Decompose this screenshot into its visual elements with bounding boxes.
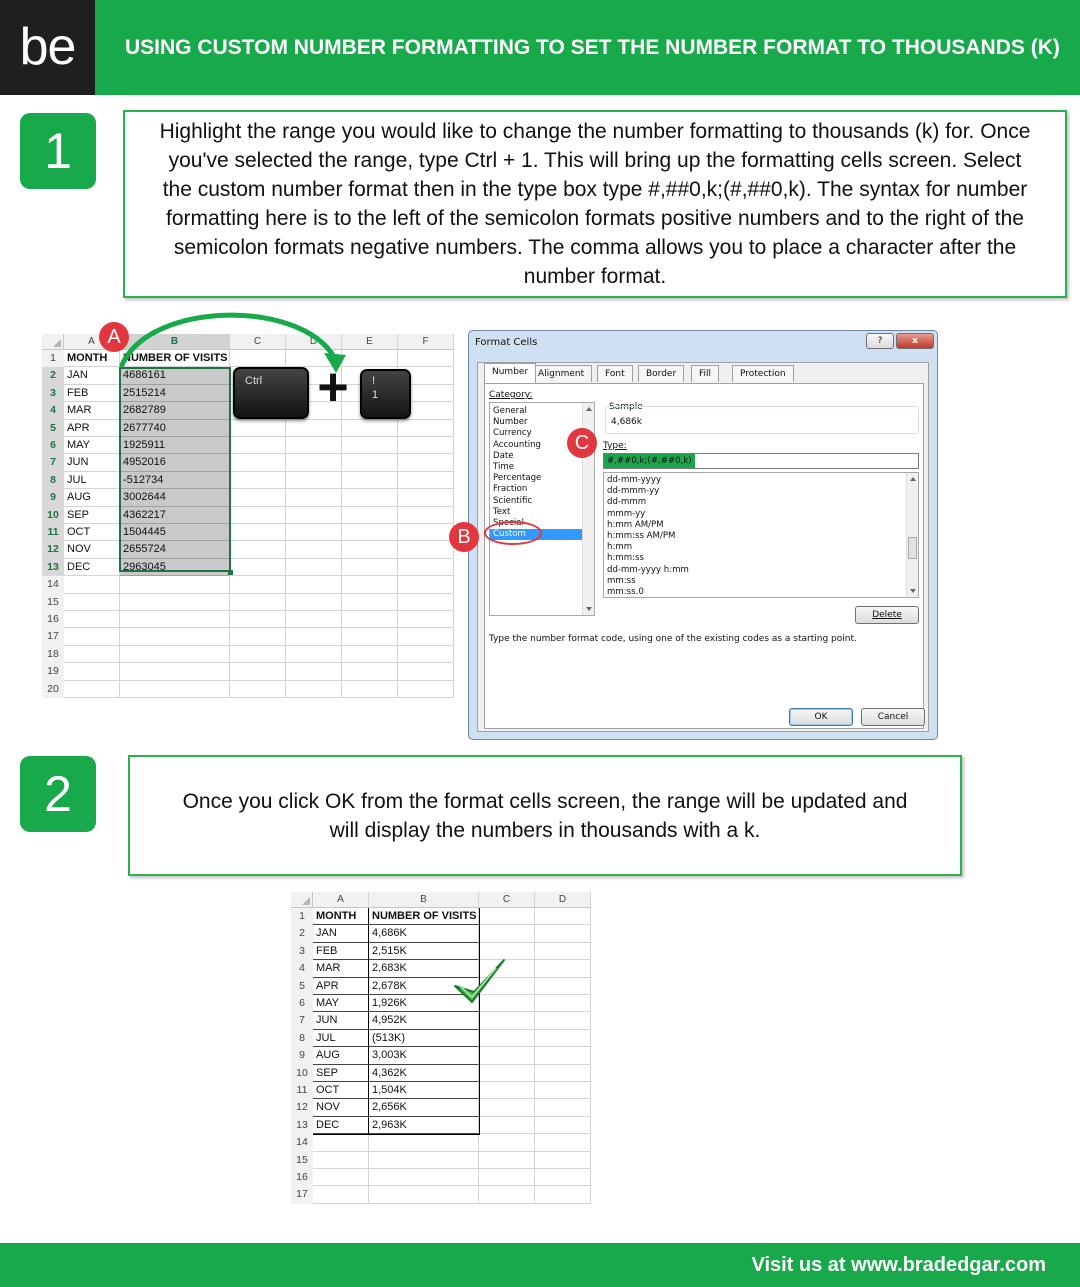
cell-empty[interactable] — [535, 943, 591, 960]
format-item[interactable]: h:mm:ss AM/PM — [607, 530, 676, 541]
dialog-title: Format Cells — [475, 337, 538, 348]
cell-month[interactable]: OCT — [64, 524, 120, 541]
cell-visits[interactable]: 2,683K — [369, 960, 479, 977]
type-input-value: #,##0,k;(#,##0,k) — [604, 454, 695, 468]
column-header-f[interactable]: F — [398, 334, 454, 350]
cell-empty[interactable] — [286, 681, 342, 698]
type-input[interactable] — [603, 453, 919, 469]
cell-visits[interactable]: 1925911 — [120, 437, 230, 454]
category-item[interactable]: General — [493, 406, 527, 416]
cell-empty[interactable] — [230, 524, 286, 541]
cell-empty[interactable] — [286, 454, 342, 471]
cell-empty[interactable] — [230, 507, 286, 524]
cell-month[interactable]: JUN — [313, 1012, 369, 1029]
cell-month[interactable]: AUG — [64, 489, 120, 506]
cell-empty[interactable] — [535, 1134, 591, 1151]
ok-button[interactable]: OK — [789, 708, 853, 726]
row-number[interactable]: 8 — [42, 472, 64, 489]
row-number[interactable]: 17 — [291, 1186, 313, 1203]
row-number[interactable]: 9 — [42, 489, 64, 506]
cell-visits[interactable]: 4,686K — [369, 925, 479, 942]
cell-visits[interactable] — [120, 646, 230, 663]
cell-visits[interactable]: 4952016 — [120, 454, 230, 471]
cell-empty[interactable] — [398, 507, 454, 524]
cell-empty[interactable] — [230, 559, 286, 576]
tab-border[interactable]: Border — [638, 365, 684, 382]
fill-handle[interactable] — [228, 570, 233, 575]
row-number[interactable]: 5 — [291, 978, 313, 995]
cell-empty[interactable] — [535, 995, 591, 1012]
cell-visits[interactable]: 1504445 — [120, 524, 230, 541]
cell-visits[interactable]: (513K) — [369, 1030, 479, 1047]
cell-empty[interactable] — [286, 594, 342, 611]
format-item[interactable]: dd-mm-yyyy — [607, 475, 662, 485]
cell-empty[interactable] — [479, 1169, 535, 1186]
cell-empty[interactable] — [398, 594, 454, 611]
custom-highlight-ring — [484, 521, 542, 545]
cell-empty[interactable] — [535, 1099, 591, 1116]
row-number[interactable]: 4 — [42, 402, 64, 419]
cell-empty[interactable] — [535, 908, 591, 925]
format-item[interactable]: dd-mmm-yy — [607, 486, 660, 497]
cell-empty[interactable] — [286, 559, 342, 576]
row-number[interactable]: 19 — [42, 663, 64, 680]
cell-visits[interactable]: 4,952K — [369, 1012, 479, 1029]
cell-empty[interactable] — [342, 594, 398, 611]
footer-bar — [0, 1243, 1080, 1287]
type-label: Type: — [603, 441, 627, 451]
cell-visits[interactable]: 4,362K — [369, 1065, 479, 1082]
cell-visits[interactable]: NUMBER OF VISITS — [369, 908, 479, 925]
row-number[interactable]: 9 — [291, 1047, 313, 1064]
row-number[interactable]: 13 — [42, 559, 64, 576]
cell-month[interactable]: APR — [313, 978, 369, 995]
spreadsheet-after — [291, 892, 591, 1208]
cell-visits[interactable]: 4362217 — [120, 507, 230, 524]
page-title: USING CUSTOM NUMBER FORMATTING TO SET THE NUMBER FORMAT TO THOUSANDS (K) — [125, 36, 1060, 59]
cell-empty[interactable] — [286, 628, 342, 645]
one-key-bottom: 1 — [372, 389, 379, 401]
cell-month[interactable]: MONTH — [64, 350, 120, 367]
cell-month[interactable] — [313, 1134, 369, 1151]
cell-empty[interactable] — [342, 628, 398, 645]
cell-empty[interactable] — [398, 559, 454, 576]
row-number[interactable]: 5 — [42, 420, 64, 437]
cell-month[interactable]: OCT — [313, 1082, 369, 1099]
cell-month[interactable]: MONTH — [313, 908, 369, 925]
cell-empty[interactable] — [398, 576, 454, 593]
step-1-text: Highlight the range you would like to change the number formatting to thousands (k) for. Once you've selected the range, type Ctrl + 1. This will bring up the formatting cells screen. Select the custom number format then in the type box type #,##0,k;(#,##0,k). The syntax for number formatting here is to the left of the semicolon formats positive numbers and to the right of the semicolon formats negative numbers. The comma allows you to place a character after the number format. — [159, 120, 1031, 288]
cell-empty[interactable] — [535, 1117, 591, 1134]
row-number[interactable]: 3 — [291, 943, 313, 960]
row-number[interactable]: 16 — [291, 1169, 313, 1186]
cell-visits[interactable]: 2,656K — [369, 1099, 479, 1116]
sample-label: Sample — [609, 402, 643, 412]
dialog-body — [477, 362, 929, 732]
cell-empty[interactable] — [479, 1152, 535, 1169]
cell-visits[interactable]: 2,963K — [369, 1117, 479, 1134]
cell-month[interactable]: FEB — [313, 943, 369, 960]
tab-fill[interactable]: Fill — [691, 365, 719, 382]
select-all-corner[interactable] — [42, 334, 64, 350]
cell-empty[interactable] — [398, 472, 454, 489]
cell-empty[interactable] — [479, 1065, 535, 1082]
step-1-callout — [123, 110, 1067, 298]
category-item[interactable]: Accounting — [493, 439, 541, 450]
row-number[interactable]: 17 — [42, 628, 64, 645]
cell-empty[interactable] — [286, 576, 342, 593]
cell-empty[interactable] — [342, 454, 398, 471]
step-2-text: Once you click OK from the format cells screen, the range will be updated and will display the numbers in thousands with a k. — [182, 789, 908, 842]
cell-visits[interactable]: 2,678K — [369, 978, 479, 995]
category-label: Category: — [489, 390, 533, 400]
tab-font[interactable]: Font — [597, 365, 633, 382]
row-number[interactable]: 20 — [42, 681, 64, 698]
cell-empty[interactable] — [479, 1082, 535, 1099]
cell-visits[interactable]: 4686161 — [120, 367, 230, 384]
cell-empty[interactable] — [342, 576, 398, 593]
format-item[interactable]: dd-mm-yyyy h:mm — [607, 564, 689, 575]
cell-visits[interactable]: 3,003K — [369, 1047, 479, 1064]
cell-month[interactable] — [64, 576, 120, 593]
cell-empty[interactable] — [398, 681, 454, 698]
cell-visits[interactable]: 2,515K — [369, 943, 479, 960]
cell-empty[interactable] — [342, 646, 398, 663]
format-item[interactable]: h:mm — [607, 542, 633, 553]
row-number[interactable]: 10 — [291, 1065, 313, 1082]
row-number[interactable]: 6 — [42, 437, 64, 454]
header-bar — [0, 0, 1080, 95]
row-number[interactable]: 12 — [42, 541, 64, 558]
cell-empty[interactable] — [342, 507, 398, 524]
cell-empty[interactable] — [535, 1082, 591, 1099]
cell-empty[interactable] — [342, 524, 398, 541]
cell-month[interactable]: DEC — [64, 559, 120, 576]
cell-empty[interactable] — [479, 908, 535, 925]
cell-empty[interactable] — [535, 1186, 591, 1203]
cell-empty[interactable] — [230, 489, 286, 506]
cell-month[interactable]: NOV — [313, 1099, 369, 1116]
cell-visits[interactable] — [120, 611, 230, 628]
cell-empty[interactable] — [535, 1152, 591, 1169]
cell-month[interactable]: JUN — [64, 454, 120, 471]
tab-number[interactable]: Number — [484, 363, 536, 383]
row-number[interactable]: 18 — [42, 646, 64, 663]
cell-empty[interactable] — [535, 978, 591, 995]
format-item[interactable]: dd-mmm — [607, 497, 647, 508]
cell-visits[interactable]: 3002644 — [120, 489, 230, 506]
category-items — [490, 403, 594, 540]
column-header-e[interactable]: E — [342, 334, 398, 350]
cell-empty[interactable] — [398, 646, 454, 663]
cell-empty[interactable] — [535, 1012, 591, 1029]
cell-empty[interactable] — [342, 472, 398, 489]
cell-empty[interactable] — [230, 594, 286, 611]
cell-empty[interactable] — [230, 437, 286, 454]
format-item[interactable]: h:mm:ss — [607, 553, 644, 564]
cell-month[interactable]: APR — [64, 420, 120, 437]
plus-sign: + — [317, 357, 349, 417]
column-header-b[interactable]: B — [369, 892, 479, 908]
format-list[interactable] — [603, 472, 919, 598]
cell-visits[interactable] — [120, 628, 230, 645]
cell-month[interactable]: MAY — [313, 995, 369, 1012]
cell-visits[interactable] — [120, 663, 230, 680]
format-items — [604, 473, 918, 598]
row-number[interactable]: 4 — [291, 960, 313, 977]
step-1-badge: 1 — [20, 113, 96, 189]
row-number[interactable]: 12 — [291, 1099, 313, 1116]
cell-month[interactable]: MAR — [64, 402, 120, 419]
cell-month[interactable] — [313, 1152, 369, 1169]
category-item[interactable]: Scientific — [493, 495, 533, 506]
row-number[interactable]: 1 — [42, 350, 64, 367]
number-tab-panel — [484, 383, 924, 729]
format-hint: Type the number format code, using one of the existing codes as a starting point. — [489, 634, 857, 644]
cell-empty[interactable] — [286, 420, 342, 437]
marker-b: B — [449, 522, 479, 552]
row-number[interactable]: 3 — [42, 385, 64, 402]
cell-month[interactable] — [64, 663, 120, 680]
cell-empty[interactable] — [230, 576, 286, 593]
cell-visits[interactable]: 2677740 — [120, 420, 230, 437]
cell-empty[interactable] — [398, 524, 454, 541]
category-item[interactable]: Date — [493, 450, 514, 461]
cell-empty[interactable] — [398, 350, 454, 367]
step-2-callout — [128, 755, 962, 876]
format-item[interactable]: h:mm AM/PM — [607, 519, 664, 530]
cell-visits[interactable] — [369, 1169, 479, 1186]
row-number[interactable]: 2 — [291, 925, 313, 942]
column-header-d[interactable]: D — [535, 892, 591, 908]
column-header-d[interactable]: D — [286, 334, 342, 350]
cell-visits[interactable]: 2963045 — [120, 559, 230, 576]
cell-visits[interactable] — [120, 681, 230, 698]
row-number[interactable]: 10 — [42, 507, 64, 524]
cell-empty[interactable] — [479, 1012, 535, 1029]
cell-month[interactable]: NOV — [64, 541, 120, 558]
cell-visits[interactable] — [369, 1134, 479, 1151]
cell-month[interactable]: JUL — [64, 472, 120, 489]
cell-empty[interactable] — [286, 541, 342, 558]
cell-month[interactable]: JUL — [313, 1030, 369, 1047]
cell-empty[interactable] — [286, 524, 342, 541]
cell-month[interactable] — [313, 1169, 369, 1186]
help-button[interactable]: ? — [866, 333, 894, 349]
cell-empty[interactable] — [342, 663, 398, 680]
column-header-b[interactable]: B — [120, 334, 230, 350]
cell-month[interactable] — [64, 628, 120, 645]
row-number[interactable]: 1 — [291, 908, 313, 925]
cell-visits[interactable]: 1,504K — [369, 1082, 479, 1099]
cell-empty[interactable] — [535, 1030, 591, 1047]
cell-empty[interactable] — [479, 1030, 535, 1047]
cell-empty[interactable] — [230, 663, 286, 680]
cell-empty[interactable] — [479, 1047, 535, 1064]
category-item[interactable]: Text — [493, 506, 511, 517]
cell-empty[interactable] — [286, 663, 342, 680]
cell-empty[interactable] — [398, 541, 454, 558]
checkmark-icon — [452, 956, 510, 1012]
cell-month[interactable] — [64, 646, 120, 663]
one-key — [360, 369, 411, 419]
footer-link[interactable]: Visit us at www.bradedgar.com — [751, 1254, 1046, 1276]
cell-empty[interactable] — [398, 454, 454, 471]
cell-empty[interactable] — [230, 472, 286, 489]
cell-month[interactable]: MAY — [64, 437, 120, 454]
cell-empty[interactable] — [479, 1117, 535, 1134]
format-item[interactable]: mm:ss.0 — [607, 586, 644, 597]
cell-empty[interactable] — [398, 611, 454, 628]
cell-empty[interactable] — [286, 472, 342, 489]
cell-empty[interactable] — [230, 454, 286, 471]
column-header-c[interactable]: C — [230, 334, 286, 350]
cell-visits[interactable]: -512734 — [120, 472, 230, 489]
format-item[interactable]: mmm-yy — [607, 508, 646, 519]
cell-empty[interactable] — [286, 489, 342, 506]
format-scrollbar[interactable] — [906, 473, 918, 597]
cell-empty[interactable] — [398, 489, 454, 506]
row-number[interactable]: 7 — [291, 1012, 313, 1029]
cell-empty[interactable] — [479, 925, 535, 942]
cell-empty[interactable] — [230, 628, 286, 645]
cell-empty[interactable] — [342, 437, 398, 454]
cell-empty[interactable] — [398, 420, 454, 437]
row-number[interactable]: 6 — [291, 995, 313, 1012]
close-button[interactable]: x — [896, 333, 934, 349]
column-header-a[interactable]: A — [64, 334, 120, 350]
cell-empty[interactable] — [535, 925, 591, 942]
brand-logo: be — [0, 0, 95, 95]
cell-empty[interactable] — [479, 1186, 535, 1203]
marker-a: A — [99, 322, 129, 352]
row-number[interactable]: 14 — [42, 576, 64, 593]
sample-group — [605, 406, 919, 434]
cell-empty[interactable] — [535, 960, 591, 977]
cell-empty[interactable] — [342, 541, 398, 558]
cell-empty[interactable] — [535, 1169, 591, 1186]
row-number[interactable]: 13 — [291, 1117, 313, 1134]
cell-visits[interactable] — [120, 576, 230, 593]
row-number[interactable]: 11 — [42, 524, 64, 541]
category-item[interactable]: Number — [493, 417, 528, 428]
cell-month[interactable] — [313, 1186, 369, 1203]
cell-empty[interactable] — [535, 1065, 591, 1082]
row-number[interactable]: 2 — [42, 367, 64, 384]
cell-month[interactable]: FEB — [64, 385, 120, 402]
category-item[interactable]: Custom — [490, 529, 594, 540]
row-number[interactable]: 7 — [42, 454, 64, 471]
cell-visits[interactable]: 1,926K — [369, 995, 479, 1012]
row-number[interactable]: 8 — [291, 1030, 313, 1047]
delete-button[interactable]: Delete — [855, 606, 919, 624]
row-number[interactable]: 16 — [42, 611, 64, 628]
cell-empty[interactable] — [479, 1134, 535, 1151]
cell-empty[interactable] — [230, 646, 286, 663]
cell-empty[interactable] — [342, 611, 398, 628]
cell-visits[interactable]: 2655724 — [120, 541, 230, 558]
format-item[interactable]: mm:ss — [607, 575, 636, 586]
row-number[interactable]: 15 — [291, 1152, 313, 1169]
row-number[interactable]: 15 — [42, 594, 64, 611]
cell-visits[interactable]: 2682789 — [120, 402, 230, 419]
cell-empty[interactable] — [398, 437, 454, 454]
cell-month[interactable]: JAN — [313, 925, 369, 942]
cell-empty[interactable] — [342, 559, 398, 576]
select-all-corner[interactable] — [291, 892, 313, 908]
sample-value: 4,686k — [611, 417, 642, 427]
cell-empty[interactable] — [286, 646, 342, 663]
marker-c: C — [567, 428, 597, 458]
cell-empty[interactable] — [230, 681, 286, 698]
category-item[interactable]: Currency — [493, 428, 532, 439]
cell-month[interactable]: JAN — [64, 367, 120, 384]
cell-visits[interactable] — [369, 1152, 479, 1169]
cell-empty[interactable] — [535, 1047, 591, 1064]
category-item[interactable]: Percentage — [493, 473, 542, 484]
tab-protection[interactable]: Protection — [732, 365, 794, 382]
cell-empty[interactable] — [286, 437, 342, 454]
cell-empty[interactable] — [342, 420, 398, 437]
cell-visits[interactable]: NUMBER OF VISITS — [120, 350, 230, 367]
cell-empty[interactable] — [398, 663, 454, 680]
cell-empty[interactable] — [342, 681, 398, 698]
cell-empty[interactable] — [286, 611, 342, 628]
cell-empty[interactable] — [286, 507, 342, 524]
cell-month[interactable] — [64, 594, 120, 611]
cell-empty[interactable] — [479, 1099, 535, 1116]
category-item[interactable]: Fraction — [493, 484, 528, 495]
cell-month[interactable]: SEP — [64, 507, 120, 524]
row-number[interactable]: 14 — [291, 1134, 313, 1151]
cancel-button[interactable]: Cancel — [861, 708, 925, 726]
row-number[interactable]: 11 — [291, 1082, 313, 1099]
step-2-badge: 2 — [20, 756, 96, 832]
cell-visits[interactable]: 2515214 — [120, 385, 230, 402]
category-item[interactable]: Time — [493, 461, 515, 472]
tab-alignment[interactable]: Alignment — [530, 365, 592, 382]
column-header-a[interactable]: A — [313, 892, 369, 908]
cell-month[interactable]: SEP — [313, 1065, 369, 1082]
cell-empty[interactable] — [230, 541, 286, 558]
cell-month[interactable]: DEC — [313, 1117, 369, 1134]
category-item[interactable]: Special — [493, 517, 524, 528]
cell-month[interactable]: MAR — [313, 960, 369, 977]
cell-empty[interactable] — [342, 489, 398, 506]
one-key-top: ! — [372, 375, 376, 387]
column-header-c[interactable]: C — [479, 892, 535, 908]
cell-month[interactable] — [64, 611, 120, 628]
cell-month[interactable]: AUG — [313, 1047, 369, 1064]
cell-visits[interactable] — [369, 1186, 479, 1203]
cell-month[interactable] — [64, 681, 120, 698]
cell-empty[interactable] — [398, 628, 454, 645]
ctrl-key: Ctrl — [233, 367, 309, 419]
cell-empty[interactable] — [230, 420, 286, 437]
cell-visits[interactable] — [120, 594, 230, 611]
cell-empty[interactable] — [230, 611, 286, 628]
